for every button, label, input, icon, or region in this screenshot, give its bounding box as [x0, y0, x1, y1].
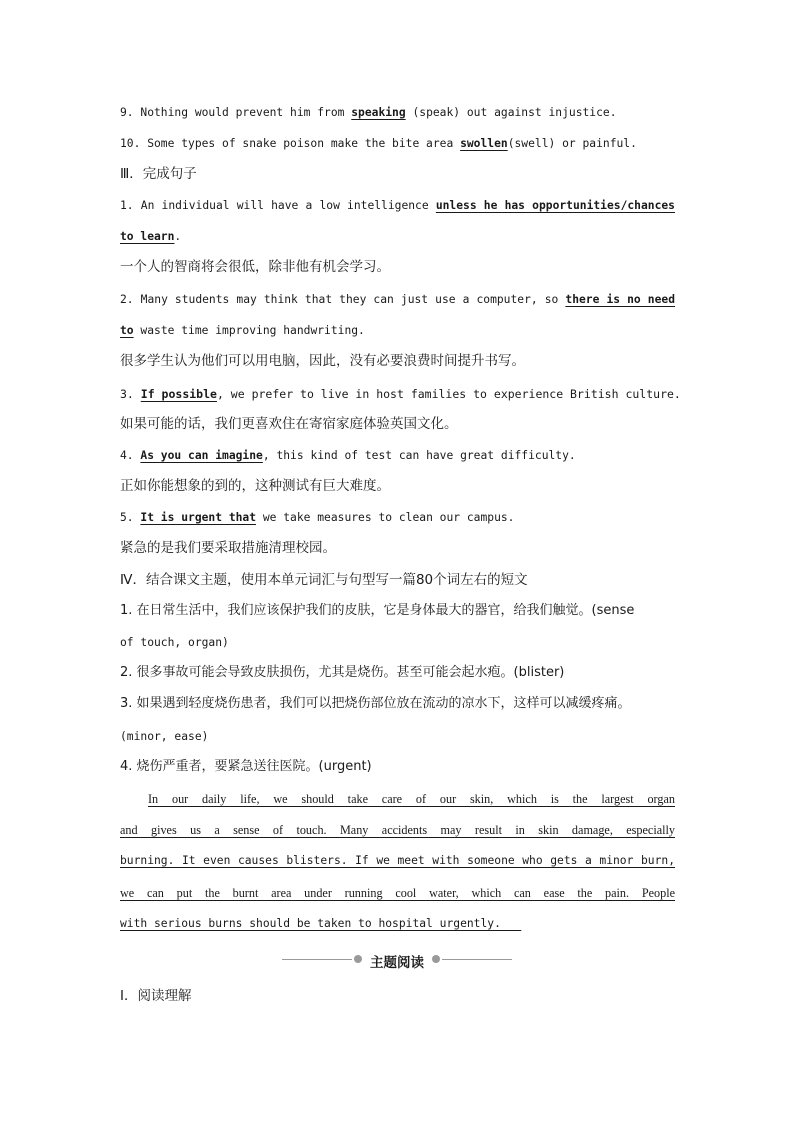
sentence-3-translation: 如果可能的话，我们更喜欢住在寄宿家庭体验英国文化。: [120, 416, 458, 432]
sentence-3-answer: If possible: [140, 387, 217, 401]
sentence-1-answer-part-2: to learn: [120, 230, 175, 243]
divider-rule-right: [442, 959, 512, 960]
section-3-heading: Ⅲ．完成句子: [120, 166, 197, 182]
essay-line-2: and gives us a sense of touch. Many accidents may result in skin damage, especially: [120, 823, 675, 837]
divider-dot-right: [432, 955, 440, 963]
section-1-heading: Ⅰ．阅读理解: [120, 988, 192, 1004]
sentence-4-suffix: , this kind of test can have great difficulty.: [262, 449, 576, 462]
essay-line-1: In our daily life, we should take care of our skin, which is the largest organ: [148, 792, 675, 806]
sentence-2-line-2: [120, 323, 365, 339]
prompt-3-line-2: (minor, ease): [120, 730, 209, 743]
sentence-3-prefix: 3.: [120, 387, 141, 401]
sentence-4: [120, 448, 576, 464]
sentence-5-suffix: we take measures to clean our campus.: [256, 511, 515, 524]
sentence-1-answer-part-1: unless he has opportunities/chances: [435, 199, 675, 212]
sentence-1-line-1: [120, 198, 675, 214]
section-4-heading: Ⅳ．结合课文主题，使用本单元词汇与句型写一篇80个词左右的短文: [120, 572, 528, 588]
sentence-3: [120, 386, 681, 402]
sentence-2-prefix: 2. Many students may think that they can just use a computer, so: [120, 293, 566, 306]
section-divider: [282, 950, 512, 970]
sentence-2-translation: 很多学生认为他们可以用电脑，因此，没有必要浪费时间提升书写。: [120, 353, 525, 369]
prompt-3-line-1: 3. 如果遇到轻度烧伤患者，我们可以把烧伤部位放在流动的凉水下，这样可以减缓疼痛。: [120, 696, 631, 711]
item-10-suffix: (swell) or painful.: [507, 137, 637, 150]
sentence-4-translation: 正如你能想象的到的，这种测试有巨大难度。: [120, 478, 390, 494]
sentence-5-prefix: 5.: [120, 511, 141, 524]
sentence-3-suffix: , we prefer to live in host families to experience British culture.: [216, 387, 681, 401]
divider-dot-left: [354, 955, 362, 963]
sentence-5: [120, 510, 514, 526]
item-10-answer: swollen: [460, 137, 508, 150]
item-10-prefix: 10. Some types of snake poison make the bite area: [120, 137, 461, 150]
sentence-1-line-2: [120, 229, 181, 245]
prompt-2: 2. 很多事故可能会导致皮肤损伤，尤其是烧伤。甚至可能会起水疱。(blister): [120, 665, 565, 680]
sentence-2-suffix: waste time improving handwriting.: [133, 324, 365, 337]
sentence-1-period: .: [174, 230, 182, 243]
sentence-2-line-1: [120, 292, 675, 308]
sentence-5-translation: 紧急的是我们要采取措施清理校园。: [120, 540, 336, 556]
prompt-1-line-1: 1. 在日常生活中，我们应该保护我们的皮肤，它是身体最大的器官，给我们触觉。(sense: [120, 603, 635, 618]
sentence-2-answer-part-2: to: [120, 324, 134, 337]
sentence-1-translation: 一个人的智商将会很低，除非他有机会学习。: [120, 259, 390, 275]
sentence-1-prefix: 1. An individual will have a low intelligence: [120, 199, 436, 212]
sentence-4-prefix: 4.: [120, 449, 141, 462]
item-10: [120, 136, 637, 152]
sentence-2-answer-part-1: there is no need: [565, 293, 675, 306]
essay-line-4: we can put the burnt area under running cool water, which can ease the pain. People: [120, 886, 675, 900]
item-9: [120, 105, 617, 121]
essay-line-3: burning. It even causes blisters. If we meet with someone who gets a minor burn,: [120, 854, 675, 867]
item-9-answer: speaking: [351, 106, 406, 119]
sentence-4-answer: As you can imagine: [140, 449, 263, 462]
essay-line-5: with serious burns should be taken to hospital urgently.: [120, 917, 522, 930]
prompt-1-line-2: of touch, organ): [120, 636, 229, 649]
item-9-prefix: 9. Nothing would prevent him from: [120, 106, 352, 119]
item-9-suffix: (speak) out against injustice.: [405, 106, 617, 119]
divider-rule-left: [282, 959, 352, 960]
sentence-5-answer: It is urgent that: [140, 511, 257, 524]
divider-title: 主题阅读: [370, 955, 424, 971]
prompt-4: 4. 烧伤严重者，要紧急送往医院。(urgent): [120, 759, 372, 774]
